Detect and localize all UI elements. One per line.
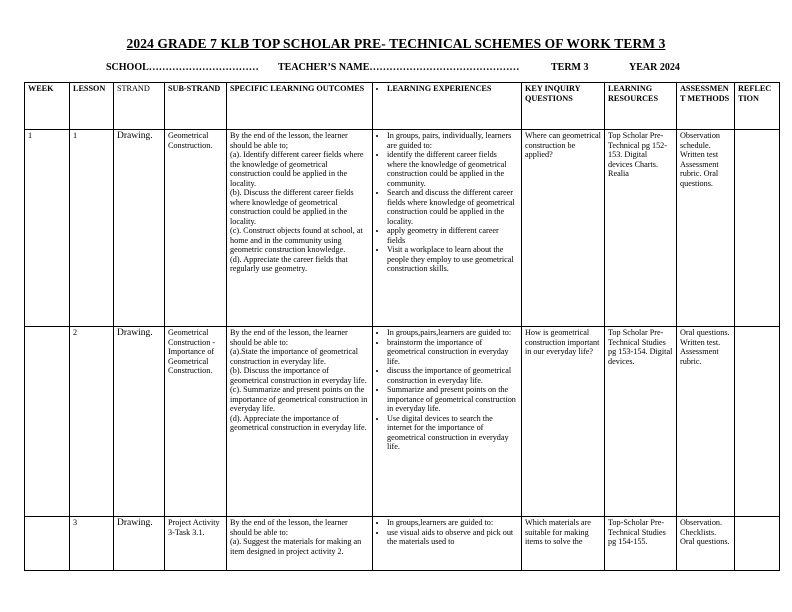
inquiry-cell: How is geometrical construction important in our everyday life?: [522, 327, 605, 517]
experience-item: • In groups,pairs,learners are guided to:: [387, 328, 518, 338]
outcome-intro: By the end of the lesson, the learner should be able to;: [230, 131, 348, 150]
table-row: [25, 517, 780, 571]
school-field: SCHOOL……………………………: [106, 62, 259, 73]
outcome-item: (a). Identify different career fields where the knowledge of geometrical construction could be applied in the locality.: [230, 150, 364, 188]
table-row: [25, 130, 780, 327]
strand-cell: Drawing.: [114, 327, 165, 517]
week-cell: [25, 327, 70, 517]
assessment-cell: Oral questions. Written test. Assessment rubric.: [677, 327, 735, 517]
inquiry-cell: Which materials are suitable for making items to solve the: [522, 517, 605, 571]
outcome-intro: By the end of the lesson, the learner should be able to:: [230, 518, 348, 537]
reflection-cell[interactable]: [735, 517, 780, 571]
week-cell: [25, 517, 70, 571]
lesson-cell: 2: [70, 327, 114, 517]
experience-item: • Use digital devices to search the internet for the importance of geometrical construction in everyday life.: [387, 414, 518, 452]
outcome-item: (c). Summarize and present points on the importance of geometrical construction in everyday life.: [230, 385, 368, 413]
outcome-item: (a).State the importance of geometrical construction in everyday life.: [230, 347, 358, 366]
outcome-item: (b). Discuss the different career fields where knowledge of geometrical construction could be applied in the locality.: [230, 188, 354, 226]
reflection-cell[interactable]: [735, 327, 780, 517]
outcomes-cell: [227, 327, 373, 517]
outcome-item: (a). Suggest the materials for making an item designed in project activity 2.: [230, 537, 362, 556]
sub-strand-cell: Geometrical Construction.: [165, 130, 227, 327]
header-week: WEEK: [25, 83, 70, 130]
experience-item: • discuss the importance of geometrical construction in everyday life.: [387, 366, 518, 385]
resources-cell: Top Scholar Pre-Technical Studies pg 153-154. Digital devices.: [605, 327, 677, 517]
experiences-cell: [373, 517, 522, 571]
header-experiences: [373, 83, 522, 130]
year-label: YEAR 2024: [629, 62, 680, 73]
document-title: 2024 GRADE 7 KLB TOP SCHOLAR PRE- TECHNICAL SCHEMES OF WORK TERM 3: [126, 36, 666, 51]
teacher-name-field: TEACHER’S NAME………………………………………: [278, 62, 520, 73]
header-lesson: LESSON: [70, 83, 114, 130]
lesson-cell: 1: [70, 130, 114, 327]
header-experiences-label: • LEARNING EXPERIENCES: [387, 84, 518, 94]
resources-cell: Top Scholar Pre-Technical pg 152-153. Digital devices Charts. Realia: [605, 130, 677, 327]
experience-item: • identify the different career fields where the knowledge of geometrical construction could be applied in the community.: [387, 150, 518, 188]
strand-cell: Drawing.: [114, 517, 165, 571]
table-row: [25, 327, 780, 517]
assessment-cell: Observation. Checklists. Oral questions.: [677, 517, 735, 571]
experiences-cell: [373, 130, 522, 327]
experience-item: • Summarize and present points on the importance of geometrical construction in everyday life.: [387, 385, 518, 414]
header-resources: LEARNING RESOURCES: [605, 83, 677, 130]
inquiry-cell: Where can geometrical construction be applied?: [522, 130, 605, 327]
assessment-cell: Observation schedule. Written test Assessment rubric. Oral questions.: [677, 130, 735, 327]
header-sub-strand: SUB-STRAND: [165, 83, 227, 130]
header-outcomes: SPECIFIC LEARNING OUTCOMES: [227, 83, 373, 130]
header-assessment: ASSESSMENT METHODS: [677, 83, 735, 130]
experience-item: • In groups,learners are guided to:: [387, 518, 518, 528]
header-inquiry: KEY INQUIRY QUESTIONS: [522, 83, 605, 130]
lesson-cell: 3: [70, 517, 114, 571]
sub-strand-cell: Geometrical Construction - Importance of Geometrical Construction.: [165, 327, 227, 517]
strand-cell: Drawing.: [114, 130, 165, 327]
week-cell: 1: [25, 130, 70, 327]
experience-item: • In groups, pairs, individually, learners are guided to:: [387, 131, 518, 150]
outcome-intro: By the end of the lesson, the learner should be able to:: [230, 328, 348, 347]
header-row: [25, 83, 780, 130]
experiences-cell: [373, 327, 522, 517]
experience-item: • brainstorm the importance of geometrical construction in everyday life.: [387, 338, 518, 367]
experience-item: • use visual aids to observe and pick out the materials used to: [387, 528, 518, 547]
header-reflection: REFLECTION: [735, 83, 780, 130]
header-strand: STRAND: [114, 83, 165, 130]
outcomes-cell: [227, 517, 373, 571]
outcome-item: (b). Discuss the importance of geometrical construction in everyday life.: [230, 366, 367, 385]
experience-item: • apply geometry in different career fields: [387, 226, 518, 245]
outcome-item: (d). Appreciate the importance of geometrical construction in everyday life.: [230, 413, 367, 432]
term-label: TERM 3: [551, 62, 589, 73]
outcome-item: (d). Appreciate the career fields that regularly use geometry.: [230, 254, 348, 273]
experience-item: • Search and discuss the different career fields where knowledge of geometrical construction could be applied in the locality.: [387, 188, 518, 226]
schemes-of-work-table: [24, 82, 780, 571]
reflection-cell[interactable]: [735, 130, 780, 327]
outcomes-cell: [227, 130, 373, 327]
resources-cell: Top-Scholar Pre-Technical Studies pg 154-155.: [605, 517, 677, 571]
sub-strand-cell: Project Activity 3-Task 3.1.: [165, 517, 227, 571]
outcome-item: (c). Construct objects found at school, at home and in the community using geometric construction knowledge.: [230, 226, 363, 254]
experience-item: • Visit a workplace to learn about the people they employ to use geometrical construction skills.: [387, 245, 518, 274]
